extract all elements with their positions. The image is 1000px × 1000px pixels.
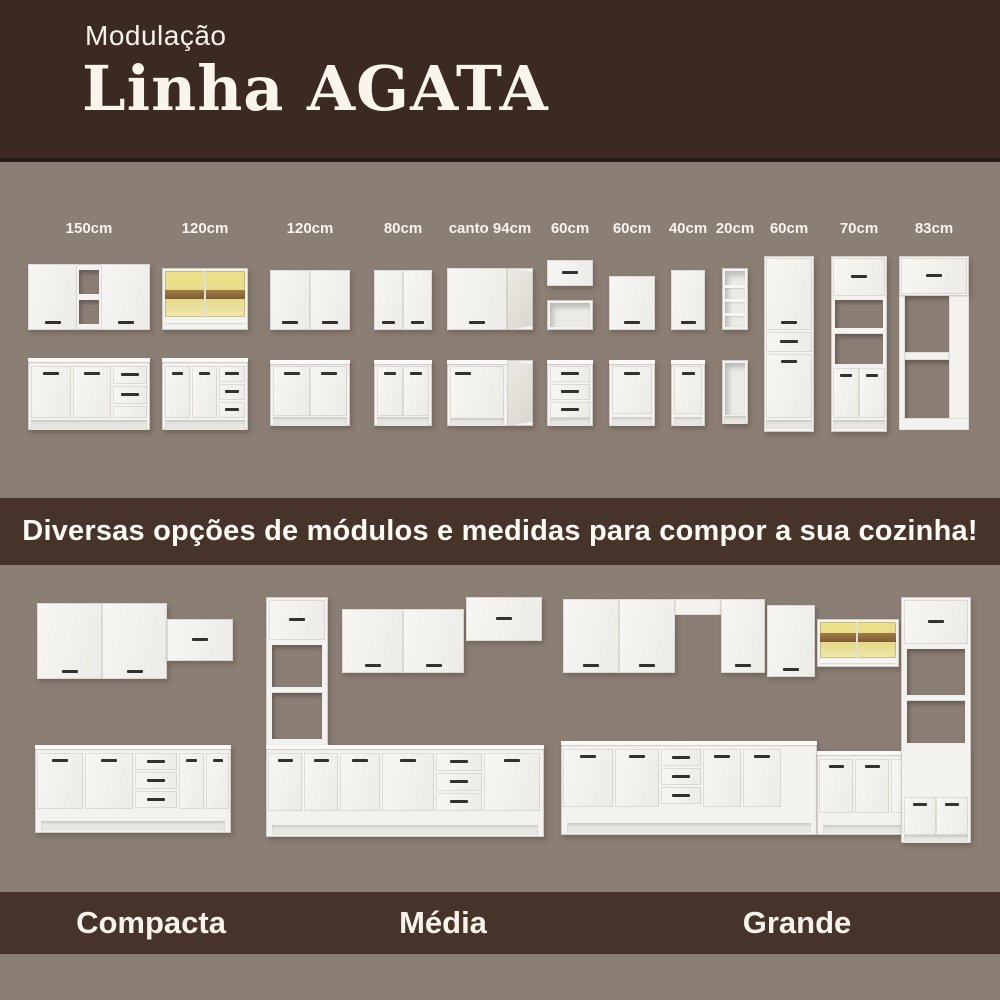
- cabinet-door: [901, 258, 967, 294]
- cabinet: [901, 597, 971, 843]
- cabinet-handle: [926, 274, 942, 277]
- cabinet-handle: [225, 408, 239, 411]
- cabinet-handle: [945, 803, 959, 806]
- kitchen-label-grande: Grande: [742, 905, 852, 940]
- drawer-front: [436, 773, 482, 791]
- cabinet-door: [674, 366, 702, 414]
- cabinet-handle: [45, 321, 61, 324]
- cabinet: [447, 360, 533, 426]
- cabinet-door: [179, 753, 204, 809]
- cabinet-handle: [496, 617, 512, 620]
- cabinet-handle: [562, 271, 578, 274]
- drawer-front: [113, 386, 147, 404]
- cabinet-handle: [384, 372, 396, 375]
- module-size-label: 60cm: [769, 220, 809, 237]
- kitchens-section: [0, 565, 1000, 892]
- cabinet: [374, 270, 432, 330]
- open-niche: [905, 360, 949, 418]
- banner: [0, 498, 1000, 565]
- cabinet: [609, 360, 655, 426]
- footer: [0, 892, 1000, 954]
- cabinet-door: [819, 759, 853, 813]
- cabinet: [37, 603, 167, 679]
- cabinet-door: [374, 270, 403, 330]
- cabinet-door: [484, 753, 540, 811]
- shelf-line: [907, 697, 965, 700]
- drawer-front: [661, 749, 701, 766]
- cabinet-door: [403, 270, 432, 330]
- shelf-line: [165, 320, 245, 323]
- cabinet-handle: [225, 372, 239, 375]
- countertop: [28, 358, 150, 362]
- plinth: [567, 823, 811, 833]
- cabinet-handle: [561, 390, 579, 393]
- cabinet-handle: [455, 372, 471, 375]
- open-niche: [79, 270, 99, 294]
- countertop: [374, 360, 432, 364]
- cabinet: [767, 605, 815, 677]
- module-column: [270, 158, 350, 498]
- cabinet-handle: [840, 374, 852, 377]
- cabinet-handle: [672, 756, 690, 759]
- frame-panel: [949, 296, 969, 420]
- plinth: [550, 418, 590, 426]
- kitchen-label-compacta: Compacta: [76, 905, 226, 940]
- cabinet: [831, 256, 887, 432]
- cabinet-handle: [426, 664, 442, 667]
- module-size-label: 120cm: [286, 220, 334, 237]
- shelf-line: [835, 330, 883, 333]
- cabinet-door: [268, 753, 302, 811]
- shelf-line: [725, 313, 745, 316]
- countertop: [447, 360, 507, 364]
- cabinet-handle: [289, 618, 305, 621]
- cabinet: [466, 597, 542, 641]
- cabinet: [374, 360, 432, 426]
- cabinet-door: [310, 270, 350, 330]
- plinth: [272, 825, 538, 835]
- countertop: [35, 745, 231, 749]
- plinth: [165, 420, 245, 430]
- cabinet-door: [269, 600, 325, 640]
- cabinet-handle: [322, 321, 338, 324]
- cabinet-door: [612, 366, 652, 414]
- cabinet-door: [102, 603, 167, 679]
- kitchen-grande-graphic: [555, 585, 975, 880]
- cabinet: [35, 745, 231, 833]
- cabinet-door: [671, 270, 705, 330]
- cabinet-door: [85, 753, 133, 809]
- countertop: [547, 360, 593, 364]
- module-column: [374, 158, 432, 498]
- cabinet-handle: [450, 760, 468, 763]
- cabinet-handle: [52, 759, 68, 762]
- module-size-label: 80cm: [383, 220, 423, 237]
- cabinet-handle: [321, 372, 337, 375]
- cabinet-door: [766, 354, 812, 418]
- kitchen-media-graphic: [262, 585, 547, 870]
- open-niche: [835, 334, 883, 364]
- cabinet: [671, 270, 705, 330]
- cabinet: [270, 270, 350, 330]
- cabinet-door: [382, 753, 434, 811]
- plinth: [724, 416, 746, 424]
- open-niche: [835, 300, 883, 328]
- cabinet: [764, 256, 814, 432]
- cabinet: [721, 599, 765, 673]
- module-size-label: 120cm: [181, 220, 229, 237]
- cabinet-handle: [186, 759, 197, 762]
- cabinet-handle: [913, 803, 927, 806]
- cabinet-door: [342, 609, 403, 673]
- frame-panel: [905, 352, 949, 360]
- module-size-label: 20cm: [715, 220, 755, 237]
- open-niche: [905, 296, 949, 352]
- open-niche: [272, 645, 322, 687]
- drawer-front: [219, 366, 245, 382]
- drawer-front: [135, 753, 177, 770]
- cabinet-handle: [101, 759, 117, 762]
- cabinet-door: [859, 368, 885, 418]
- cabinet-door: [377, 366, 403, 416]
- cabinet-door: [167, 619, 233, 661]
- drawer-front: [219, 384, 245, 400]
- open-niche: [907, 649, 965, 695]
- module-size-label: 60cm: [612, 220, 652, 237]
- plinth: [31, 420, 147, 430]
- plinth: [674, 417, 702, 426]
- countertop: [266, 745, 544, 749]
- cabinet-handle: [382, 321, 395, 324]
- cabinet-door: [766, 258, 812, 330]
- drawer-front: [550, 402, 590, 418]
- cabinet-handle: [682, 372, 695, 375]
- cabinet-handle: [735, 664, 751, 667]
- cabinet-handle: [624, 372, 640, 375]
- cabinet-door: [270, 270, 310, 330]
- cabinet-door: [37, 753, 83, 809]
- module-column: [831, 158, 887, 498]
- cabinet: [563, 599, 675, 673]
- frame-panel: [899, 418, 969, 430]
- cabinet: [162, 268, 248, 330]
- cabinet-door: [450, 366, 504, 420]
- module-column: [715, 158, 755, 498]
- cabinet-door: [703, 749, 741, 807]
- cabinet: [671, 360, 705, 426]
- module-column: [547, 158, 593, 498]
- cabinet-door: [615, 749, 659, 807]
- cabinet-door: [904, 797, 936, 835]
- plinth: [41, 821, 225, 831]
- cabinet-door: [936, 797, 968, 835]
- drawer-front: [436, 753, 482, 771]
- kitchen-compacta-graphic: [25, 595, 240, 865]
- cabinet: [722, 268, 748, 330]
- countertop: [162, 358, 248, 362]
- cabinet-handle: [450, 780, 468, 783]
- plinth: [612, 417, 652, 426]
- cabinet-door: [619, 599, 675, 673]
- drawer-front: [135, 772, 177, 789]
- cabinet-handle: [84, 372, 100, 375]
- cabinet-handle: [213, 759, 223, 762]
- module-size-label: 150cm: [65, 220, 113, 237]
- cabinet-handle: [781, 321, 797, 324]
- cabinet: [722, 360, 748, 424]
- cabinet: [817, 619, 899, 667]
- cabinet-handle: [284, 372, 300, 375]
- open-niche: [272, 693, 322, 739]
- cabinet-handle: [278, 759, 293, 762]
- cabinet-handle: [851, 275, 867, 278]
- cabinet-door: [165, 366, 190, 418]
- cabinet-handle: [681, 321, 696, 324]
- plinth: [273, 417, 347, 426]
- cabinet-handle: [352, 759, 368, 762]
- module-column: [162, 158, 248, 498]
- cabinet: [547, 300, 593, 330]
- cabinet-handle: [714, 755, 730, 758]
- shelf-line: [272, 689, 322, 692]
- cabinet-handle: [450, 800, 468, 803]
- cabinet-handle: [225, 390, 239, 393]
- cabinet-door: [721, 599, 765, 673]
- cabinet-handle: [928, 620, 944, 623]
- drawer-front: [113, 406, 147, 418]
- cabinet-handle: [192, 638, 208, 641]
- cabinet-door: [403, 609, 464, 673]
- plinth: [450, 418, 504, 426]
- cabinet-handle: [62, 670, 78, 673]
- cabinet-handle: [583, 664, 599, 667]
- cabinet-handle: [624, 321, 640, 324]
- countertop: [561, 741, 817, 745]
- plinth: [904, 835, 968, 843]
- cabinet-door: [833, 258, 885, 296]
- module-size-label: 70cm: [839, 220, 879, 237]
- cabinet-handle: [504, 759, 520, 762]
- drawer-front: [113, 366, 147, 384]
- frame-panel: [675, 599, 721, 615]
- cabinet-handle: [672, 775, 690, 778]
- cabinet: [270, 360, 350, 426]
- countertop: [671, 360, 705, 364]
- cabinet-handle: [672, 794, 690, 797]
- countertop: [609, 360, 655, 364]
- cabinet-door: [466, 597, 542, 641]
- open-interior: [550, 303, 590, 327]
- cabinet: [447, 268, 533, 330]
- cabinet-handle: [199, 372, 210, 375]
- header-eyebrow: Modulação: [85, 20, 227, 51]
- cabinet-door: [563, 749, 613, 807]
- cabinet-door: [904, 600, 968, 644]
- module-column: [764, 158, 814, 498]
- cabinet-handle: [121, 393, 139, 396]
- module-size-label: canto 94cm: [448, 220, 532, 237]
- cabinet-handle: [866, 374, 878, 377]
- countertop: [270, 360, 350, 364]
- cabinet-door: [73, 366, 111, 418]
- angled-side-panel: [507, 268, 533, 330]
- cabinet-handle: [561, 408, 579, 411]
- drawer-front: [436, 793, 482, 811]
- cabinet-handle: [469, 321, 485, 324]
- cabinet-handle: [781, 360, 797, 363]
- cabinet-handle: [282, 321, 298, 324]
- module-column: [609, 158, 655, 498]
- drawer-front: [219, 402, 245, 418]
- cabinet-handle: [147, 779, 165, 782]
- cabinet-handle: [829, 765, 844, 768]
- cabinet-door: [340, 753, 380, 811]
- shelf-line: [725, 285, 745, 288]
- cabinet: [167, 619, 233, 661]
- cabinet-handle: [780, 340, 798, 343]
- angled-side-panel: [507, 360, 533, 426]
- cabinet: [899, 256, 969, 296]
- cabinet: [561, 741, 817, 835]
- banner-text: Diversas opções de módulos e medidas para compor a sua cozinha!: [22, 515, 978, 547]
- page-title: Linha AGATA: [82, 52, 549, 125]
- cabinet-handle: [43, 372, 59, 375]
- frame-panel: [204, 271, 206, 317]
- cabinet-handle: [865, 765, 880, 768]
- cabinet-door: [743, 749, 781, 807]
- cabinet-handle: [147, 798, 165, 801]
- module-size-label: 60cm: [550, 220, 590, 237]
- cabinet-handle: [580, 755, 596, 758]
- cabinet-handle: [629, 755, 645, 758]
- module-size-label: 40cm: [668, 220, 708, 237]
- cabinet-handle: [400, 759, 416, 762]
- plinth: [766, 420, 812, 429]
- wood-shelf: [820, 633, 896, 642]
- cabinet-handle: [127, 670, 143, 673]
- module-column: [899, 158, 969, 498]
- drawer-front: [135, 791, 177, 808]
- cabinet-door: [609, 276, 655, 330]
- open-niche: [907, 701, 965, 743]
- cabinet: [266, 597, 328, 747]
- drawer-front: [661, 787, 701, 804]
- open-interior: [725, 363, 745, 415]
- module-column: [668, 158, 708, 498]
- cabinet-handle: [639, 664, 655, 667]
- shelf-line: [820, 660, 896, 663]
- cabinet-door: [28, 264, 77, 330]
- cabinet-door: [447, 268, 507, 330]
- cabinet: [547, 360, 593, 426]
- header: [0, 0, 1000, 162]
- cabinet-door: [37, 603, 102, 679]
- cabinet-handle: [410, 372, 422, 375]
- open-niche: [79, 300, 99, 324]
- cabinet: [28, 264, 150, 330]
- cabinet-door: [310, 366, 347, 416]
- drawer-front: [766, 332, 812, 352]
- cabinet: [266, 745, 544, 837]
- cabinet-handle: [172, 372, 183, 375]
- cabinet-door: [304, 753, 338, 811]
- cabinet: [28, 358, 150, 430]
- cabinet: [162, 358, 248, 430]
- cabinet: [342, 609, 464, 673]
- cabinet-door: [31, 366, 71, 418]
- cabinet-door: [273, 366, 310, 416]
- cabinet-handle: [314, 759, 329, 762]
- cabinet-handle: [754, 755, 770, 758]
- cabinet-door: [403, 366, 429, 416]
- drawer-front: [550, 384, 590, 400]
- modules-section: [0, 158, 1000, 498]
- drawer-front: [550, 366, 590, 382]
- cabinet-door: [547, 260, 593, 286]
- cabinet-door: [767, 605, 815, 677]
- cabinet-door: [101, 264, 150, 330]
- module-size-label: 83cm: [914, 220, 954, 237]
- cabinet-door: [833, 368, 859, 418]
- plinth: [833, 420, 885, 429]
- shelf-line: [725, 299, 745, 302]
- frame-panel: [856, 622, 858, 658]
- kitchen-label-media: Média: [399, 905, 487, 940]
- cabinet: [609, 276, 655, 330]
- cabinet-handle: [121, 373, 139, 376]
- plinth: [377, 417, 429, 426]
- cabinet-handle: [783, 668, 799, 671]
- module-column: [447, 158, 533, 498]
- cabinet-door: [563, 599, 619, 673]
- cabinet-handle: [561, 372, 579, 375]
- module-column: [28, 158, 150, 498]
- drawer-front: [661, 768, 701, 785]
- cabinet-door: [192, 366, 217, 418]
- cabinet-handle: [118, 321, 134, 324]
- cabinet-handle: [411, 321, 424, 324]
- cabinet: [547, 260, 593, 286]
- cabinet-handle: [147, 760, 165, 763]
- cabinet-door: [206, 753, 229, 809]
- cabinet-handle: [365, 664, 381, 667]
- cabinet-door: [855, 759, 889, 813]
